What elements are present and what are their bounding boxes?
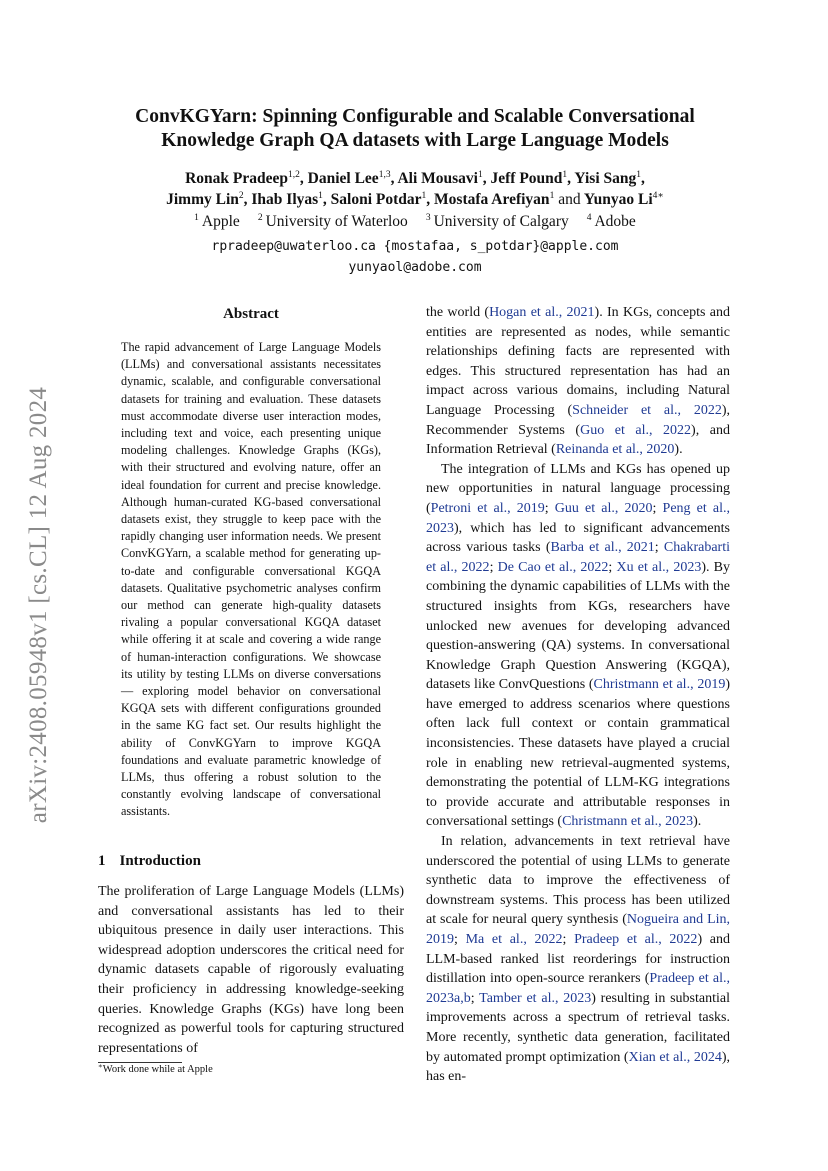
author-affiliation-mark: 1,2 xyxy=(288,170,300,180)
author-name: Ali Mousavi xyxy=(397,170,478,187)
section-number: 1 xyxy=(98,853,106,869)
abstract-text: The rapid advancement of Large Language Models (LLMs) and conversational assistants necessitates dynamic, scalable, and configurable conversational datasets for training and evaluation. These datasets must accommodate diverse user interaction modes, including text and voice, each presenting unique modeling challenges. Knowledge Graphs (KGs), with their structured and evolving nature, offer an ideal foundation for current and precise knowledge. Although human-curated KG-based conversational datasets exist, they struggle to keep pace with the rapidly changing user information needs. We present ConvKGYarn, a scalable method for generating up-to-date and configurable conversational KGQA datasets. Qualitative psychometric analyses confirm our method can generate high-quality datasets rivaling a popular conversational KGQA dataset while offering it at scale and covering a wide range of human-interaction configurations. We showcase its utility by testing LLMs on diverse conversations — exploring model behavior on conversational KGQA sets with different configurations grounded in the same KG fact set. Our results highlight the ability of ConvKGYarn to improve KGQA foundations and evaluate parametric knowledge of LLMs, thus offering a robust solution to the constantly evolving landscape of conversational assistants. xyxy=(121,340,381,819)
citation-link[interactable]: Schneider et al., 2022 xyxy=(572,402,722,418)
email-line: rpradeep@uwaterloo.ca {mostafaa, s_potdar}@apple.com xyxy=(211,239,619,254)
author-name: Jeff Pound xyxy=(490,170,563,187)
citation-link[interactable]: Peng et al., 2023 xyxy=(426,500,731,536)
affiliation-mark: 1 xyxy=(194,213,199,223)
citation-link[interactable]: Barba et al., 2021 xyxy=(550,540,655,556)
section-heading-introduction xyxy=(98,853,201,870)
email-line: yunyaol@adobe.com xyxy=(348,260,482,275)
author xyxy=(574,170,641,187)
affiliation-mark: 4 xyxy=(586,213,592,223)
author-affiliation-mark: 1 xyxy=(562,170,568,180)
abstract-heading: Abstract xyxy=(223,306,279,322)
author-affiliation-mark: 4∗ xyxy=(652,191,664,201)
footnote xyxy=(98,1064,213,1075)
citation-link[interactable]: Pradeep et al., 2022 xyxy=(574,932,698,947)
author-affiliation-mark: 1 xyxy=(318,191,323,201)
author-affiliation-mark: 2 xyxy=(238,191,244,201)
author-name: Ihab Ilyas xyxy=(251,191,319,208)
citation-link[interactable]: Guo et al., 2022 xyxy=(580,422,692,438)
title-line: Knowledge Graph QA datasets with Large Language Models xyxy=(161,130,669,151)
footnote-text: Work done while at Apple xyxy=(102,1064,213,1075)
author xyxy=(166,191,244,208)
author-name: Daniel Lee xyxy=(307,170,379,187)
author-name: Mostafa Arefiyan xyxy=(434,191,550,208)
affiliation-name: Apple xyxy=(201,213,240,230)
author xyxy=(491,170,568,187)
author-line: Ronak Pradeep$^{1,2}$, Daniel Lee$^{1,3}$, Ali Mousavi$^1$, Jeff Pound$^1$, Yisi Sang$^1$, xyxy=(185,170,645,187)
author-affiliation-mark: 1 xyxy=(478,170,483,180)
email-list xyxy=(100,236,730,278)
author-affiliation-mark: 1 xyxy=(636,170,641,180)
citation-link[interactable]: Xian et al., 2024 xyxy=(628,1049,722,1065)
citation-link[interactable]: Nogueira and Lin, 2019 xyxy=(426,912,731,947)
author xyxy=(331,191,427,208)
citation-link[interactable]: Tamber et al., 2023 xyxy=(479,990,592,1006)
citation-link[interactable]: Christmann et al., 2019 xyxy=(593,677,726,693)
author-name: Yunyao Li xyxy=(583,191,653,208)
citation-link[interactable]: Pradeep et al., 2023a,b xyxy=(426,971,730,1006)
intro-paragraph: the world (Hogan et al., 2021). In KGs, concepts and entities are represented as nodes, while semantic relationships defining facts are represented with edges. This structured representation has had an impact across various domains, including Natural Language Processing (Schneider et al., 2022), Recommender Systems (Guo et al., 2022), and Information Retrieval (Reinanda et al., 2020). xyxy=(426,305,730,458)
citation-link[interactable]: Christmann et al., 2023 xyxy=(562,814,694,830)
author xyxy=(584,191,664,208)
affiliation xyxy=(587,213,636,230)
author-name: Saloni Potdar xyxy=(330,191,422,208)
intro-paragraph: In relation, advancements in text retrieval have underscored the potential of using LLMs to generate synthetic data to improve the effectiveness of downstream systems. This process has been utilized at scale for neural query synthesis (Nogueira and Lin, 2019; Ma et al., 2022; Pradeep et al., 2022) and LLM-based ranked list reorderings for instruction distillation into open-source rerankers (Pradeep et al., 2023a,b; Tamber et al., 2023) resulting in substantial improvements across a spectrum of retrieval tasks. More recently, synthetic data generation, facilitated by automated prompt optimization (Xian et al., 2024), has en- xyxy=(426,834,731,1085)
intro-right-column xyxy=(426,303,730,1087)
author xyxy=(185,170,300,187)
citation-link[interactable]: Chakrabarti et al., 2022 xyxy=(426,540,730,575)
affiliation-mark: 2 xyxy=(257,213,263,223)
author xyxy=(251,191,323,208)
author-line: Jimmy Lin$^2$, Ihab Ilyas$^1$, Saloni Potdar$^1$, Mostafa Arefiyan$^1$ and Yunyao $Li^{4∗}$ xyxy=(166,191,664,208)
affiliation xyxy=(426,213,569,230)
affiliation xyxy=(194,213,240,230)
paper-title xyxy=(100,105,730,153)
affiliation-list xyxy=(100,211,730,232)
author-name: Jimmy Lin xyxy=(166,191,239,208)
affiliation xyxy=(258,213,408,230)
title-line: ConvKGYarn: Spinning Configurable and Scalable Conversational xyxy=(135,106,695,127)
section-title: Introduction xyxy=(119,853,201,869)
intro-paragraph-left: The proliferation of Large Language Models (LLMs) and conversational assistants has led to their ubiquitous presence in daily user interactions. This widespread adoption underscores the critical need for dynamic datasets capable of rigorously evaluating their proficiency in addressing knowledge-seeking queries. Knowledge Graphs (KGs) have long been recognized as powerful tools for capturing structured representations of xyxy=(98,884,404,1056)
author-affiliation-mark: 1 xyxy=(549,191,555,201)
author-list xyxy=(100,168,730,210)
intro-paragraph: The integration of LLMs and KGs has opened up new opportunities in natural language processing (Petroni et al., 2019; Guu et al., 2020; Peng et al., 2023), which has led to significant advancements across various tasks (Barba et al., 2021; Chakrabarti et al., 2022; De Cao et al., 2022; Xu et al., 2023). By combining the dynamic capabilities of LLMs with the structured insights from KGs, researchers have unlocked new avenues for developing advanced question-answering (QA) systems. In conversational Knowledge Graph Question Answering (KGQA), datasets like ConvQuestions (Christmann et al., 2019) have emerged to address scenarios where questions often lack full context or contain grammatical inconsistencies. These datasets have played a crucial role in enabling new retrieval-augmented systems, demonstrating the potential of LLM-KG integrations to provide accurate and attributable responses in conversational settings (Christmann et al., 2023). xyxy=(426,461,731,830)
affiliation-name: University of Calgary xyxy=(433,213,569,230)
citation-link[interactable]: Hogan et al., 2021 xyxy=(489,305,595,320)
citation-link[interactable]: De Cao et al., 2022 xyxy=(497,559,609,575)
arxiv-identifier-text: arXiv:2408.05948v1 [cs.CL] 12 Aug 2024 xyxy=(25,386,52,824)
author xyxy=(434,191,554,208)
author xyxy=(397,170,482,187)
arxiv-identifier xyxy=(22,360,56,850)
affiliation-name: University of Waterloo xyxy=(265,213,408,230)
citation-link[interactable]: Guu et al., 2020 xyxy=(554,500,653,516)
affiliation-mark: 3 xyxy=(425,213,431,223)
citation-link[interactable]: Reinanda et al., 2020 xyxy=(555,442,675,458)
author-name: Yisi Sang xyxy=(574,170,637,187)
affiliation-name: Adobe xyxy=(594,213,636,230)
author xyxy=(308,170,391,187)
author-name: Ronak Pradeep xyxy=(185,170,289,187)
footnote-rule xyxy=(98,1062,182,1063)
author-affiliation-mark: 1 xyxy=(421,191,427,201)
author-conjunction: and xyxy=(558,191,581,208)
citation-link[interactable]: Ma et al., 2022 xyxy=(465,932,563,947)
citation-link[interactable]: Xu et al., 2023 xyxy=(616,559,702,575)
footnote-mark: ∗ xyxy=(98,1062,103,1070)
citation-link[interactable]: Petroni et al., 2019 xyxy=(430,500,545,516)
author-affiliation-mark: 1,3 xyxy=(378,170,391,180)
